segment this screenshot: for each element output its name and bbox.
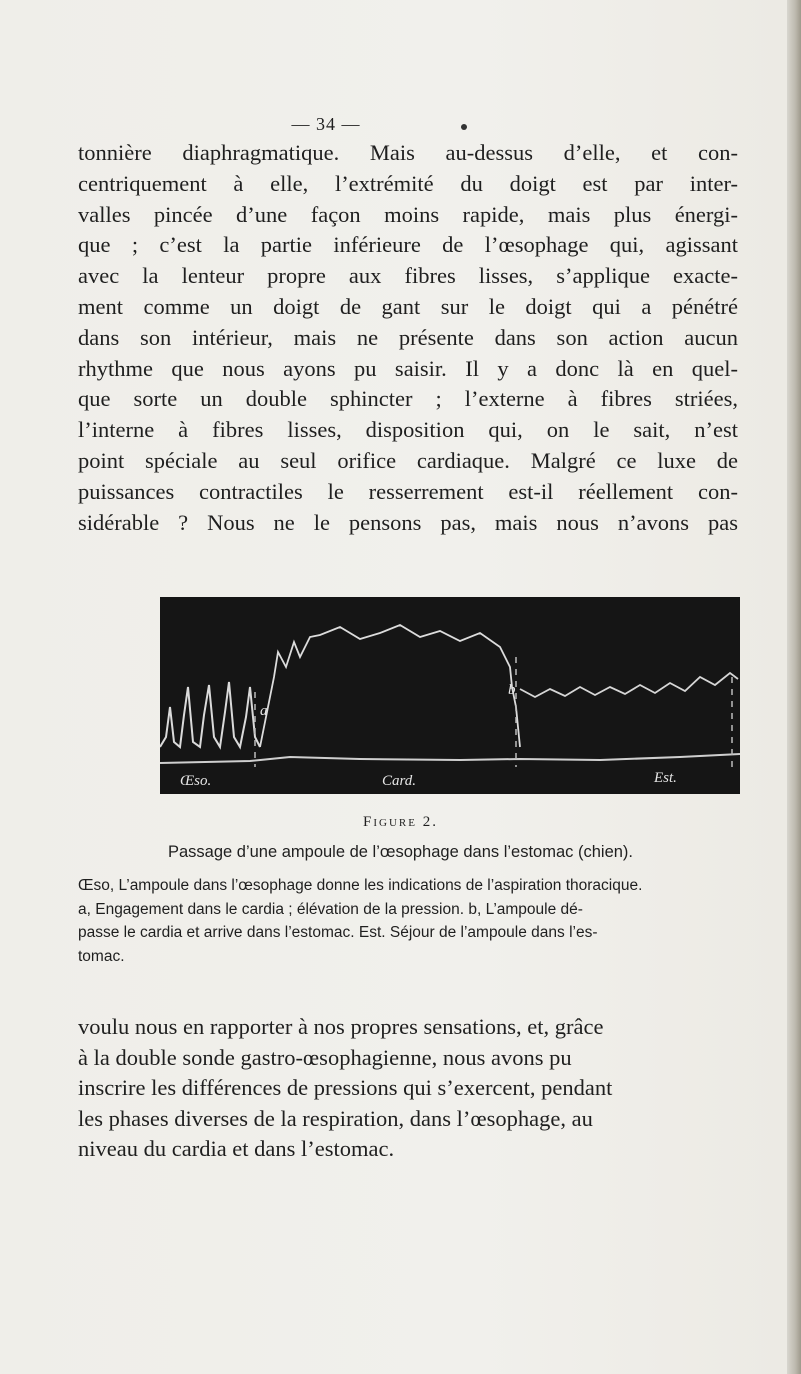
- ink-dot: [461, 124, 467, 130]
- text-line: valles pincée d’une façon moins rapide, mais plus énergi-: [78, 201, 738, 227]
- text-line: tonnière diaphragmatique. Mais au-dessus d’elle, et con-: [78, 140, 738, 165]
- tracing-svg: [160, 597, 740, 794]
- text-line: niveau du cardia et dans l’estomac.: [78, 1136, 395, 1161]
- paragraph-bottom: [78, 1012, 754, 1165]
- figure-title: Figure 2.: [363, 814, 438, 830]
- text-line: les phases diverses de la respiration, dans l’œsophage, au: [78, 1105, 593, 1131]
- text-line: rhythme que nous ayons pu saisir. Il y a donc là en quel-: [78, 355, 738, 381]
- legend-line: tomac.: [78, 947, 125, 965]
- label-card: Card.: [382, 773, 417, 789]
- text-line: l’interne à fibres lisses, disposition qui, on le sait, n’est: [78, 417, 738, 443]
- label-oeso: Œso.: [180, 773, 212, 789]
- text-line: ment comme un doigt de gant sur le doigt qui a pénétré: [78, 293, 738, 319]
- text-line: à la double sonde gastro-œsophagienne, nous avons pu: [78, 1044, 572, 1070]
- figure-legend: [78, 874, 758, 968]
- page-number: — 34 —: [291, 114, 361, 134]
- text-line: voulu nous en rapporter à nos propres sensations, et, grâce: [78, 1014, 604, 1039]
- page-edge: [787, 0, 801, 1374]
- pressure-tracing-figure: [160, 597, 740, 794]
- label-a: a: [260, 703, 268, 719]
- label-b: b: [508, 682, 516, 698]
- text-line: avec la lenteur propre aux fibres lisses, s’applique exacte-: [78, 263, 738, 289]
- label-est: Est.: [654, 770, 677, 786]
- legend-line: Œso, L’ampoule dans l’œsophage donne les indications de l’aspiration thoracique.: [78, 877, 643, 894]
- text-line: inscrire les différences de pressions qui s’exercent, pendant: [78, 1075, 613, 1100]
- paragraph-top: [78, 138, 738, 538]
- text-line: puissances contractiles le resserrement est-il réellement con-: [78, 478, 738, 504]
- text-line: que ; c’est la partie inférieure de l’œsophage qui, agissant: [78, 232, 738, 258]
- legend-line: passe le cardia et arrive dans l’estomac. Est. Séjour de l’ampoule dans l’es-: [78, 924, 598, 941]
- text-line: que sorte un double sphincter ; l’externe à fibres striées,: [78, 386, 738, 412]
- text-line: dans son intérieur, mais ne présente dans son action aucun: [78, 324, 738, 350]
- text-line: centriquement à elle, l’extrémité du doigt est par inter-: [78, 170, 738, 196]
- figure-caption: Passage d’une ampoule de l’œsophage dans l’estomac (chien).: [167, 843, 634, 861]
- legend-line: a, Engagement dans le cardia ; élévation de la pression. b, L’ampoule dé-: [78, 900, 583, 918]
- text-line: sidérable ? Nous ne le pensons pas, mais nous n’avons pas: [78, 509, 738, 535]
- text-line: point spéciale au seul orifice cardiaque. Malgré ce luxe de: [78, 447, 738, 473]
